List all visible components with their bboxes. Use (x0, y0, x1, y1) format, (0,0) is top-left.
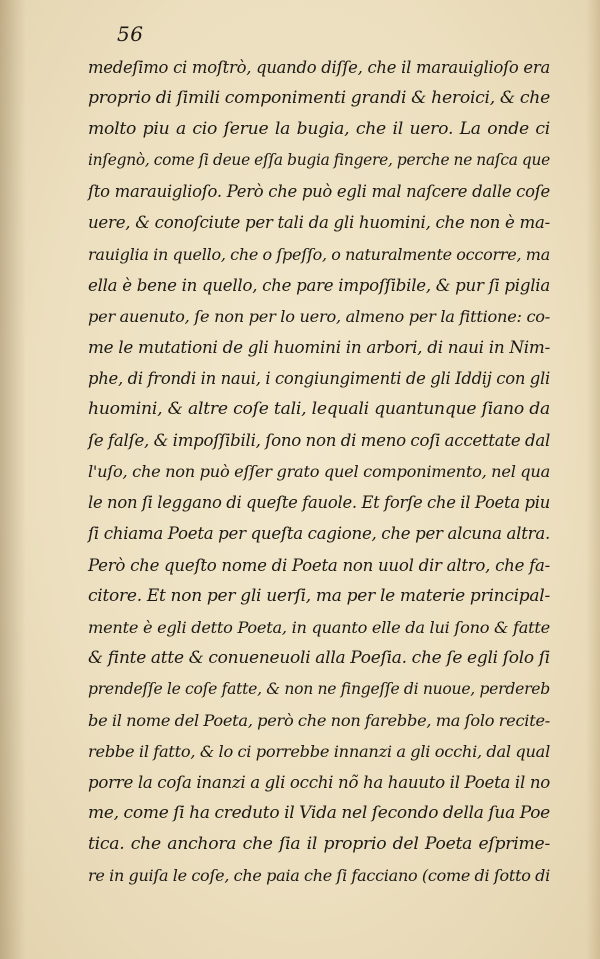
text-line: l'uſo, che non può eſſer grato quel componimento, nel qua (88, 462, 550, 482)
text-line: huomini, & altre coſe tali, lequali quantunque ſiano da (88, 399, 550, 420)
text-line: re in guiſa le coſe, che paia che ſi facciano (come di ſotto di (88, 866, 550, 886)
text-line: medeſimo ci moſtrò, quando diſſe, che il marauiglioſo era (88, 58, 550, 77)
text-line: uere, & conoſciute per tali da gli huomini, che non è ma- (88, 213, 550, 233)
page-edge-shadow (586, 0, 600, 959)
text-line: Però che queſto nome di Poeta non uuol dir altro, che fa- (88, 555, 550, 575)
spine-shadow (0, 0, 26, 959)
text-line: rebbe il fatto, & lo ci porrebbe innanzi a gli occhi, dal qual (88, 742, 550, 762)
text-line: be il nome del Poeta, però che non farebbe, ma ſolo recite- (88, 710, 551, 730)
text-line: ſe falſe, & impoſſibili, ſono non di meno coſi accettate dal (88, 431, 551, 451)
text-line: & finte atte & conueneuoli alla Poeſia. che ſe egli ſolo ſi (88, 647, 550, 668)
text-line: per auenuto, ſe non per lo uero, almeno per la fittione: co- (88, 306, 550, 326)
text-line: ſi chiama Poeta per queſta cagione, che per alcuna altra. (88, 524, 550, 544)
text-line: inſegnò, come ſi deue eſſa bugia fingere, perche ne naſca que (88, 151, 550, 170)
text-line: porre la coſa inanzi a gli occhi nõ ha hauuto il Poeta il no (88, 773, 550, 793)
body-text (88, 52, 550, 892)
page-number: 56 (117, 22, 144, 46)
text-line: proprio di ſimili componimenti grandi & heroici, & che (88, 88, 550, 109)
text-line: me, come ſi ha creduto il Vida nel ſecondo della ſua Poe (88, 803, 550, 824)
text-line: mente è egli detto Poeta, in quanto elle da lui ſono & fatte (88, 617, 550, 637)
text-line: tica. che anchora che ſia il proprio del Poeta eſprime- (88, 834, 550, 855)
text-line: rauiglia in quello, che o ſpeſſo, o naturalmente occorre, ma (88, 244, 550, 264)
text-line: molto piu a cio ſerue la bugia, che il uero. La onde ci (88, 119, 550, 140)
text-line: ella è bene in quello, che pare impoſſibile, & pur ſi piglia (88, 275, 550, 295)
text-line: prendeſſe le coſe fatte, & non ne fingeſſe di nuoue, perdereb (88, 679, 550, 698)
text-line: le non ſi leggano di queſte fauole. Et forſe che il Poeta piu (88, 493, 550, 513)
text-line: me le mutationi de gli huomini in arbori, di naui in Nim- (88, 336, 550, 357)
text-line: citore. Et non per gli uerſi, ma per le materie principal- (88, 585, 550, 606)
text-line: ſto marauiglioſo. Però che può egli mal naſcere dalle coſe (88, 182, 550, 202)
text-line: phe, di frondi in naui, i congiungimenti de gli Iddij con gli (88, 368, 550, 388)
